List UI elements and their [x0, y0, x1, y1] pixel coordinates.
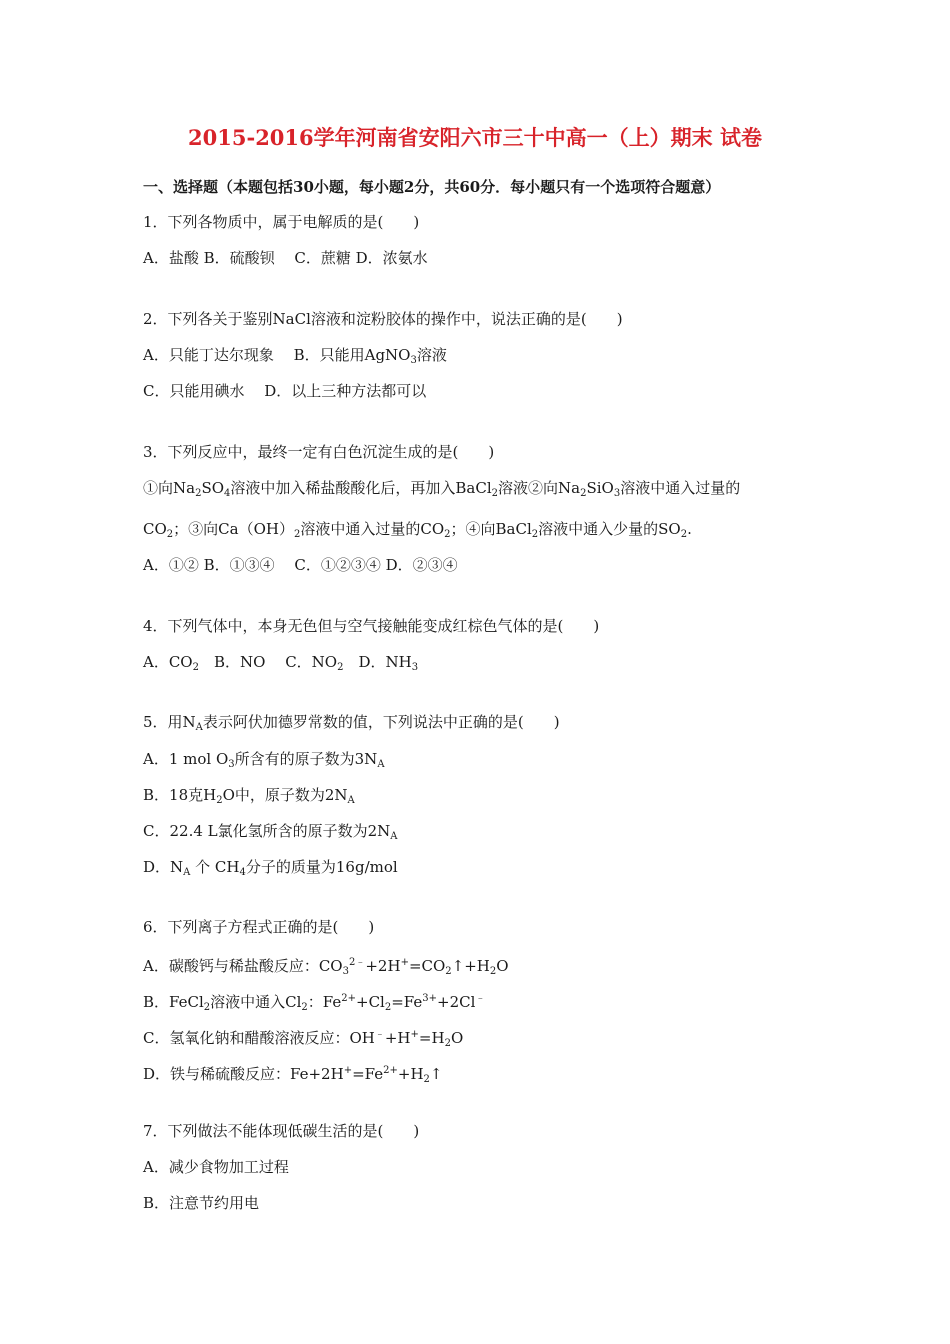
question-2-options-cd: C．只能用碘水 D．以上三种方法都可以	[143, 382, 427, 400]
question-7-option-a: A．减少食物加工过程	[143, 1158, 289, 1176]
question-3-options: A．①② B．①③④ C．①②③④ D．②③④	[143, 556, 458, 574]
question-1-options: A．盐酸 B．硫酸钡 C．蔗糖 D．浓氨水	[143, 249, 428, 267]
question-3-text-line-1: ①向$Na_2SO_4$溶液中加入稀盐酸酸化后，再加入BaCl$_2$溶液②向$Na_2SiO_3$溶液中通入过量的	[143, 479, 741, 499]
question-7-stem: 7．下列做法不能体现低碳生活的是( )	[143, 1122, 420, 1140]
question-5-option-d: D．$N_A$ 个 $CH_4$分子的质量为16g/mol	[143, 858, 398, 878]
question-6-option-a: A．碳酸钙与稀盐酸反应：$CO_3^{2﹣}+2H^+=CO_2↑+H_2O$	[143, 957, 509, 977]
document-title: 2015-2016学年河南省安阳六市三十中高一（上）期末 试卷	[188, 125, 762, 150]
question-2-options-ab: A．只能丁达尔现象 B．只能用AgNO$_3$溶液	[143, 346, 447, 366]
question-3-stem: 3．下列反应中，最终一定有白色沉淀生成的是( )	[143, 443, 495, 461]
question-6-option-d: D．铁与稀硫酸反应：$Fe+2H^+=Fe^{2+}+H_2↑$	[143, 1065, 443, 1085]
question-6-option-c: C．氢氧化钠和醋酸溶液反应：$OH^﹣+H^+=H_2O$	[143, 1029, 464, 1049]
question-1-stem: 1．下列各物质中，属于电解质的是( )	[143, 213, 420, 231]
question-4-options: A．$CO_2$ B．NO C．$NO_2$ D．$NH_3$	[143, 653, 419, 673]
section-heading: 一、选择题（本题包括30小题，每小题2分，共60分．每小题只有一个选项符合题意）	[143, 178, 721, 196]
question-5-option-a: A．1 mol $O_3$所含有的原子数为$3N_A$	[143, 750, 385, 770]
question-4-stem: 4．下列气体中，本身无色但与空气接触能变成红棕色气体的是( )	[143, 617, 600, 635]
question-5-option-b: B．18克$H_2O$中，原子数为$2N_A$	[143, 786, 355, 806]
question-5-stem: 5．用$N_A$表示阿伏加德罗常数的值，下列说法中正确的是( )	[143, 713, 560, 733]
question-6-option-b: B．FeCl$_2$溶液中通入$Cl_2$：$Fe^{2+}+Cl_2=Fe^{3+}+2Cl^﹣$	[143, 993, 486, 1013]
question-2-stem: 2．下列各关于鉴别NaCl溶液和淀粉胶体的操作中，说法正确的是( )	[143, 310, 623, 328]
question-5-option-c: C．22.4 L氯化氢所含的原子数为$2N_A$	[143, 822, 398, 842]
question-6-stem: 6．下列离子方程式正确的是( )	[143, 918, 375, 936]
question-7-option-b: B．注意节约用电	[143, 1194, 260, 1212]
question-3-text-line-2: $CO_2$；③向$Ca(OH)_2$溶液中通入过量的$CO_2$；④向BaCl$_2$溶液中通入少量的$SO_2$.	[143, 520, 692, 540]
